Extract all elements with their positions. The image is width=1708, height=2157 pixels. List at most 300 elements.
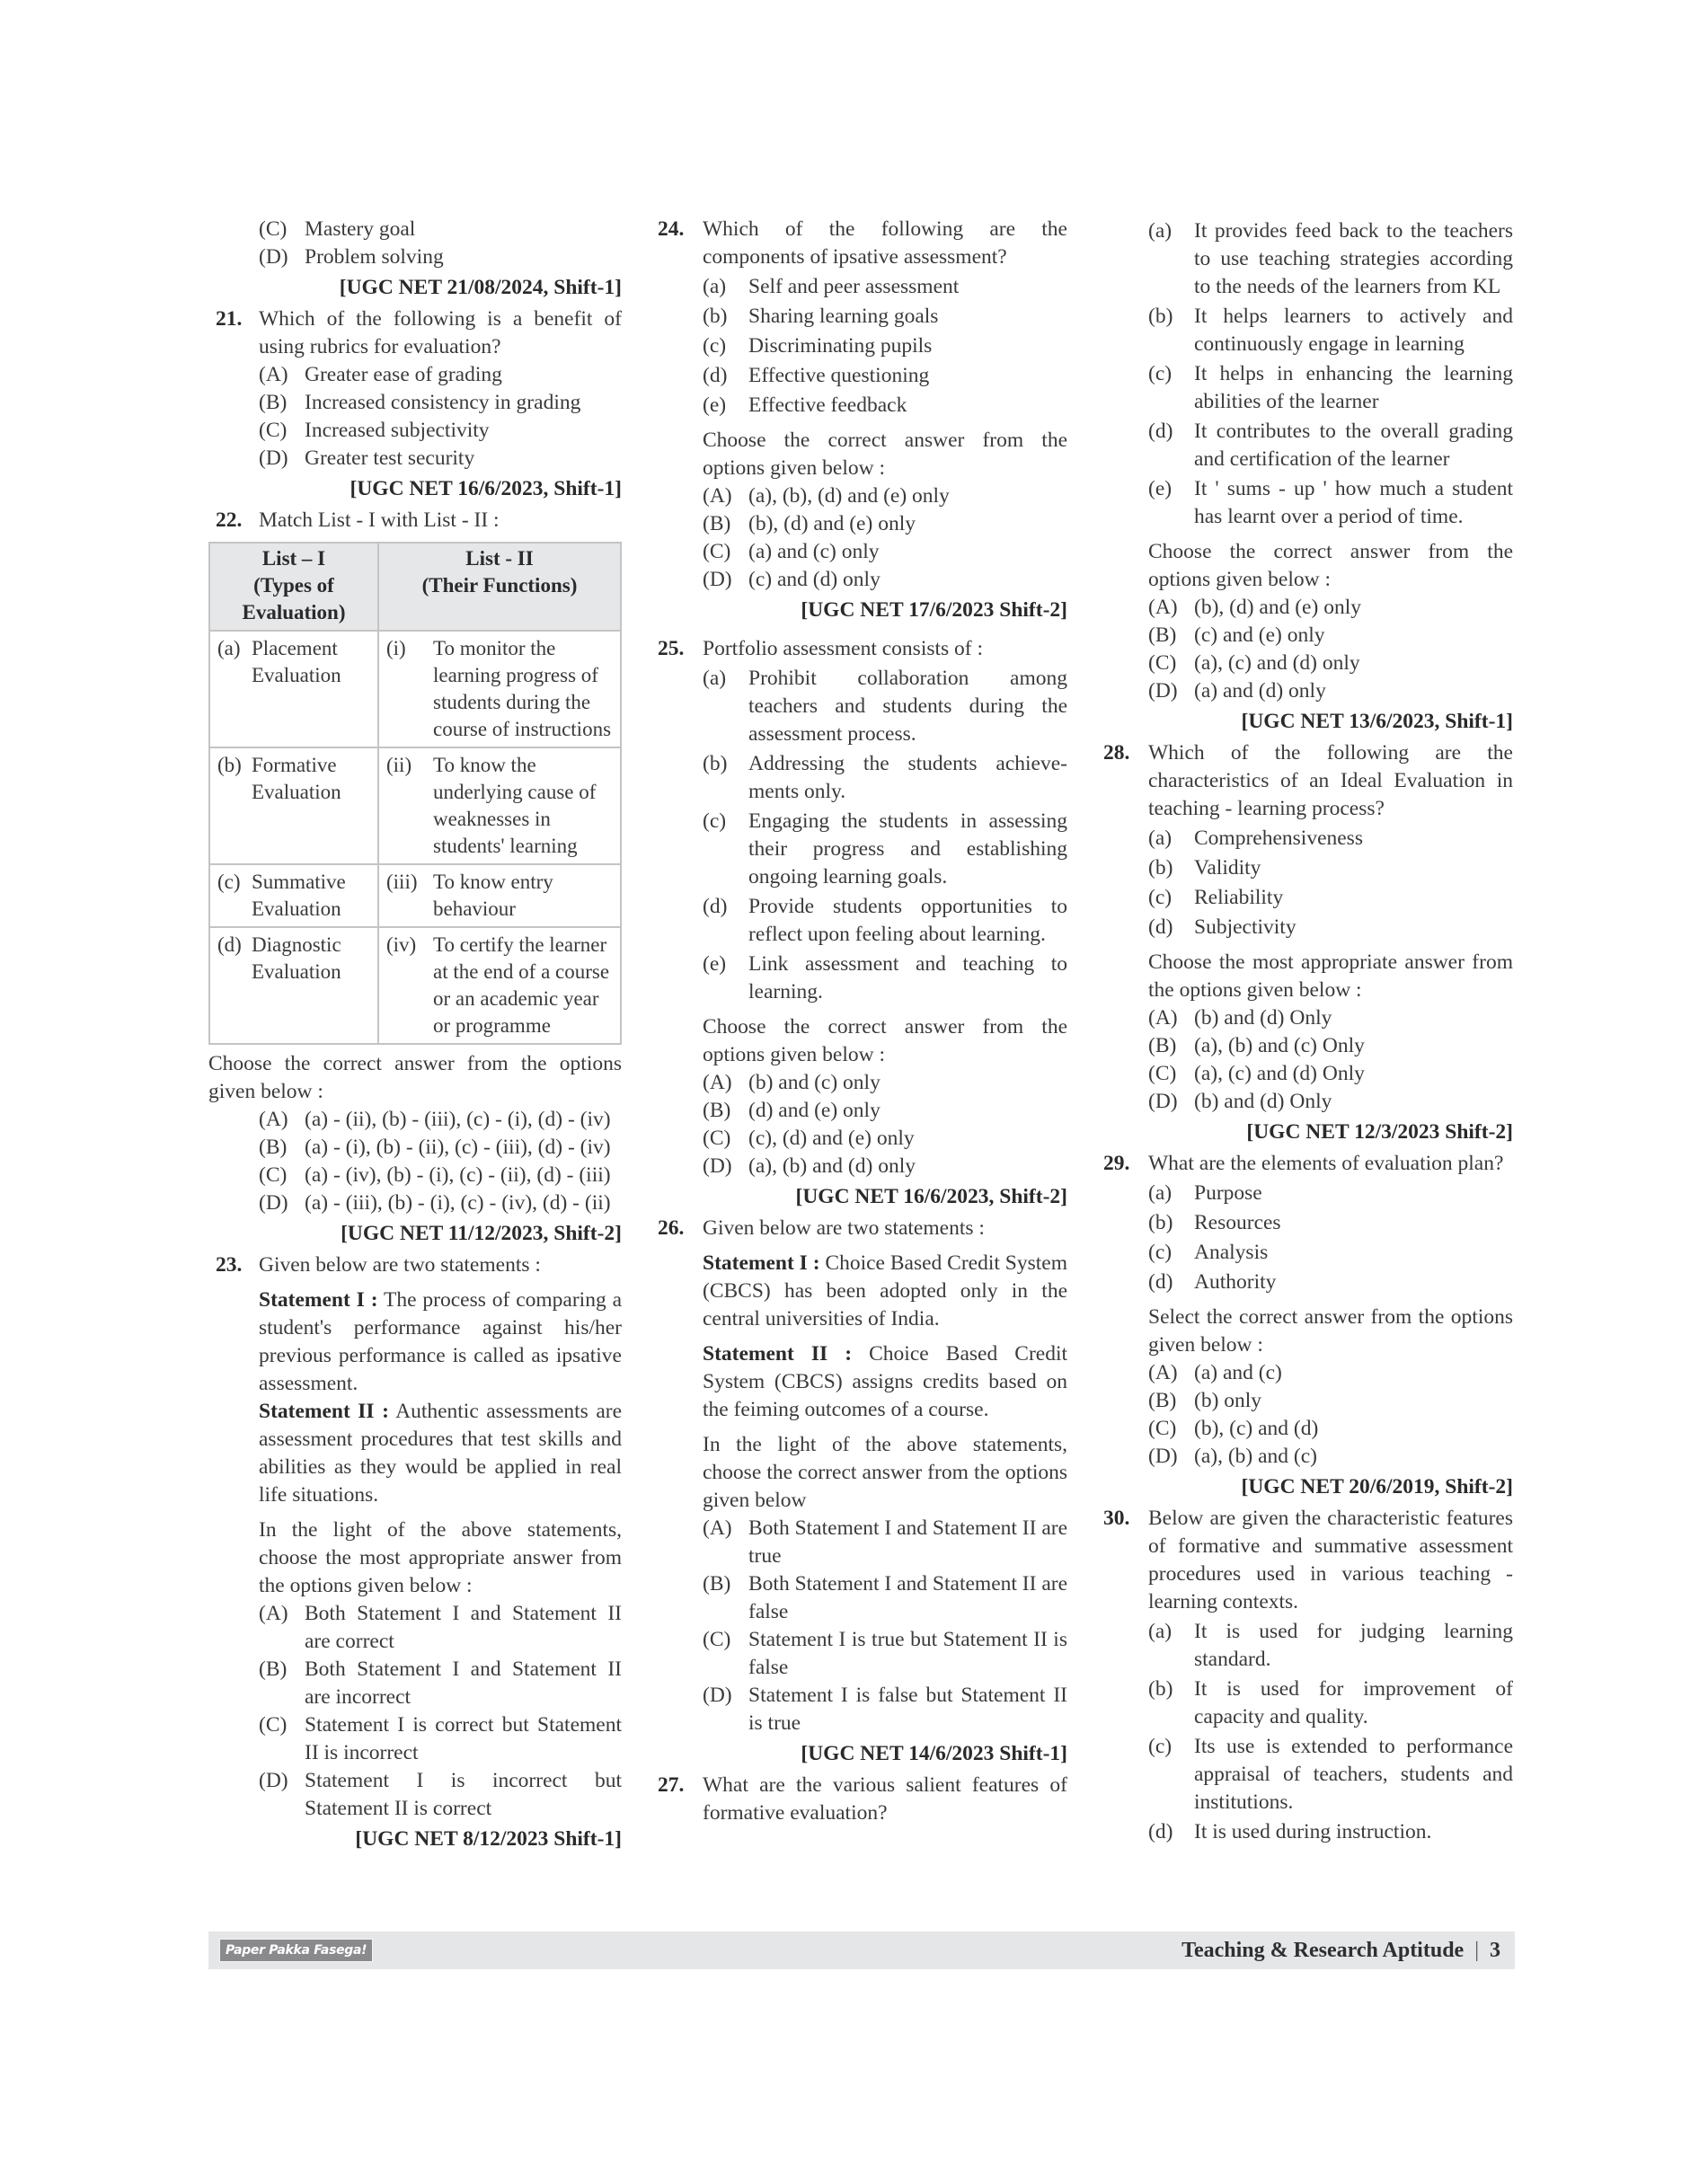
option-text: (c) and (e) only — [1194, 623, 1325, 647]
item-text: Addressing the students achieve-ments only. — [748, 752, 1067, 803]
option-label: (C) — [259, 217, 288, 241]
statement-2 — [703, 1340, 1067, 1424]
question-26 — [658, 1215, 1067, 1737]
option-text: (a), (c) and (d) Only — [1194, 1062, 1365, 1085]
item-text: Placement Evaluation — [252, 637, 341, 686]
item-label: (c) — [703, 334, 727, 358]
option-text: Greater test security — [305, 446, 475, 470]
item-label: (iv) — [386, 933, 417, 956]
option — [703, 1515, 1067, 1570]
option-text: (a), (b) and (c) Only — [1194, 1034, 1365, 1057]
item-text: Prohibit collaboration among teachers and students during the assessment process. — [748, 667, 1067, 746]
item-text: Validity — [1194, 856, 1261, 880]
option — [259, 417, 622, 445]
item-text: To certify the learner at the end of a course or an academic year or programme — [433, 933, 610, 1037]
item — [1148, 1733, 1513, 1817]
statement-label: Statement I : — [259, 1288, 378, 1312]
list-1-cell — [209, 747, 378, 864]
option-label: (C) — [259, 1163, 288, 1187]
option-label: (D) — [1148, 679, 1178, 703]
column-right — [1103, 216, 1513, 1848]
option-label: (B) — [259, 1136, 288, 1159]
option-label: (B) — [703, 1572, 731, 1596]
item-text: It provides feed back to the teachers to use teaching strategies according to the needs of the learners from KL — [1194, 219, 1513, 298]
option-label: (C) — [703, 1628, 731, 1651]
item-text: To monitor the learning progress of students during the course of instructions — [433, 637, 612, 740]
option — [703, 1125, 1067, 1153]
option-label: (C) — [259, 419, 288, 442]
option — [1148, 1359, 1513, 1387]
item — [703, 665, 1067, 748]
option-label: (B) — [1148, 623, 1177, 647]
option — [1148, 1443, 1513, 1471]
item-label: (d) — [1148, 915, 1173, 939]
option-label: (A) — [703, 1071, 732, 1094]
header-line: List - II — [465, 547, 534, 570]
item-text: Sharing learning goals — [748, 305, 939, 328]
table-row — [209, 747, 621, 864]
item — [703, 332, 1067, 360]
item — [1148, 854, 1513, 882]
option-text: (a) and (d) only — [1194, 679, 1326, 703]
option — [703, 1682, 1067, 1737]
option-text: Both Statement I and Statement II are correct — [305, 1602, 622, 1653]
question-25 — [658, 635, 1067, 1180]
option — [703, 510, 1067, 538]
item-text: It contributes to the overall grading and certification of the learner — [1194, 420, 1513, 471]
option-text: Statement I is correct but Statement II is incorrect — [305, 1713, 622, 1764]
statement-1 — [259, 1286, 622, 1398]
option-label: (D) — [259, 446, 288, 470]
item-label: (d) — [217, 933, 242, 956]
item-label: (b) — [1148, 856, 1173, 880]
item-text: To know the underlying cause of weaknesses in students' learning — [433, 754, 597, 857]
item-label: (d) — [1148, 1270, 1173, 1294]
option-text: (b) and (d) Only — [1194, 1090, 1332, 1113]
item — [703, 893, 1067, 949]
statement-text: Authentic assessments are assessment procedures that test skills and abilities as they would be applied in real life situations. — [259, 1400, 623, 1507]
item — [1148, 475, 1513, 531]
option-text: Greater ease of grading — [305, 363, 502, 386]
question-28 — [1103, 739, 1513, 1116]
item-label: (c) — [1148, 1241, 1173, 1264]
question-stem: What are the elements of evaluation plan? — [1148, 1152, 1504, 1175]
item-label: (e) — [703, 393, 727, 417]
item-label: (a) — [1148, 827, 1173, 850]
item-text: Analysis — [1194, 1241, 1269, 1264]
option — [1148, 1060, 1513, 1088]
exam-source: [UGC NET 17/6/2023 Shift-2] — [801, 598, 1067, 622]
table-row — [209, 927, 621, 1044]
item-label: (ii) — [386, 754, 412, 776]
option-label: (B) — [1148, 1034, 1177, 1057]
option — [703, 1097, 1067, 1125]
item — [703, 950, 1067, 1006]
item-label: (b) — [703, 305, 728, 328]
section-title: Teaching & Research Aptitude — [1181, 1939, 1465, 1962]
question-number: 27. — [658, 1773, 685, 1797]
item-label: (a) — [1148, 1181, 1173, 1205]
list-2-cell — [378, 927, 621, 1044]
item-text: Effective feedback — [748, 393, 907, 417]
exam-source: [UGC NET 16/6/2023, Shift-1] — [350, 477, 622, 500]
option-text: (b), (d) and (e) only — [748, 512, 916, 535]
item-text: Engaging the students in assessing their progress and establishing ongoing learning goals. — [748, 809, 1067, 888]
option-label: (C) — [259, 1713, 288, 1737]
option-text: (a), (b) and (d) only — [748, 1154, 916, 1178]
option-label: (D) — [259, 1769, 288, 1792]
instruction: Choose the correct answer from the options given below : — [703, 1015, 1067, 1066]
item-text: Subjectivity — [1194, 915, 1296, 939]
item — [1148, 1239, 1513, 1267]
statement-label: Statement II : — [259, 1400, 389, 1423]
option-text: Increased subjectivity — [305, 419, 490, 442]
question-21 — [208, 305, 622, 473]
option-label: (C) — [703, 1127, 731, 1150]
statement-text: Choice Based Credit System (CBCS) has been adopted only in the central universities of India. — [703, 1251, 1068, 1330]
instruction: In the light of the above statements, choose the most appropriate answer from the options given below : — [259, 1518, 622, 1597]
question-number: 24. — [658, 217, 685, 241]
option-label: (D) — [259, 245, 288, 269]
table-row — [209, 631, 621, 747]
question-number: 28. — [1103, 741, 1130, 765]
instruction: Choose the correct answer from the options given below : — [703, 429, 1067, 480]
item-text: It ' sums - up ' how much a student has learnt over a period of time. — [1194, 477, 1513, 528]
page-number: 3 — [1490, 1939, 1500, 1962]
option — [1148, 1088, 1513, 1116]
option-label: (D) — [703, 1154, 732, 1178]
item-text: Effective questioning — [748, 364, 930, 387]
item-text: It is used for improvement of capacity and quality. — [1194, 1677, 1513, 1728]
option — [259, 216, 622, 243]
option — [1148, 650, 1513, 677]
option-label: (D) — [703, 568, 732, 591]
option — [703, 1626, 1067, 1682]
match-table-header — [209, 543, 621, 631]
question-20-tail — [208, 216, 622, 271]
item-label: (d) — [1148, 420, 1173, 443]
option-text: (a) - (iii), (b) - (i), (c) - (iv), (d) - (ii) — [305, 1191, 611, 1215]
option-text: (b), (d) and (e) only — [1194, 596, 1361, 619]
option-text: Statement I is false but Statement II is true — [748, 1684, 1067, 1735]
item-text: Formative Evaluation — [252, 754, 341, 803]
option-label: (B) — [259, 1658, 288, 1681]
item-text: It is used during instruction. — [1194, 1820, 1432, 1843]
item-text: It is used for judging learning standard. — [1194, 1620, 1513, 1671]
item — [1148, 825, 1513, 853]
option-label: (A) — [259, 1602, 288, 1625]
exam-source: [UGC NET 13/6/2023, Shift-1] — [1241, 710, 1513, 733]
list-2-cell — [378, 747, 621, 864]
item — [1148, 303, 1513, 358]
question-27-continued — [1103, 217, 1513, 705]
question-23 — [208, 1251, 622, 1823]
item-label: (c) — [1148, 362, 1173, 385]
item-label: (d) — [703, 364, 728, 387]
option — [259, 1600, 622, 1656]
item-text: Its use is extended to performance appraisal of teachers, students and institutions. — [1194, 1735, 1513, 1814]
question-27 — [658, 1772, 1067, 1827]
question-number: 30. — [1103, 1507, 1130, 1530]
option-label: (C) — [1148, 1417, 1177, 1440]
option-text: Both Statement I and Statement II are true — [748, 1516, 1068, 1568]
item-label: (b) — [703, 752, 728, 775]
question-stem: Given below are two statements : — [259, 1253, 541, 1277]
item-label: (c) — [703, 809, 727, 833]
question-24 — [658, 216, 1067, 594]
option-label: (D) — [1148, 1445, 1178, 1468]
statement-label: Statement II : — [703, 1342, 853, 1366]
item-label: (a) — [1148, 1620, 1173, 1643]
option — [259, 1189, 622, 1217]
list-2-cell — [378, 631, 621, 747]
item-text: Discriminating pupils — [748, 334, 933, 358]
statement-2 — [259, 1398, 622, 1509]
option-label: (A) — [259, 363, 288, 386]
option-text: Problem solving — [305, 245, 444, 269]
option-label: (A) — [1148, 1006, 1178, 1030]
item — [703, 392, 1067, 420]
option-label: (A) — [703, 484, 732, 508]
option — [1148, 1004, 1513, 1032]
option-label: (B) — [259, 391, 288, 414]
header-line: Evaluation) — [242, 601, 346, 623]
option-label: (C) — [1148, 651, 1177, 675]
item — [703, 362, 1067, 390]
option — [703, 1153, 1067, 1180]
option-text: (b), (c) and (d) — [1194, 1417, 1319, 1440]
option — [259, 1656, 622, 1711]
option-text: (a), (b) and (c) — [1194, 1445, 1317, 1468]
exam-source: [UGC NET 20/6/2019, Shift-2] — [1241, 1475, 1513, 1498]
item — [1148, 1209, 1513, 1237]
option-text: Both Statement I and Statement II are false — [748, 1572, 1068, 1623]
exam-source: [UGC NET 11/12/2023, Shift-2] — [341, 1222, 622, 1245]
header-line: (Types of — [253, 574, 334, 597]
item — [703, 273, 1067, 301]
item-text: Diagnostic Evaluation — [252, 933, 341, 983]
item-text: Authority — [1194, 1270, 1277, 1294]
list-1-cell — [209, 631, 378, 747]
item-text: Resources — [1194, 1211, 1281, 1234]
option-label: (C) — [1148, 1062, 1177, 1085]
instruction: Choose the correct answer from the options given below : — [208, 1052, 622, 1103]
question-number: 26. — [658, 1216, 685, 1240]
item-label: (a) — [703, 275, 727, 298]
item — [1148, 1675, 1513, 1731]
question-number: 21. — [216, 307, 243, 331]
item-label: (b) — [1148, 1211, 1173, 1234]
list-2-cell — [378, 864, 621, 927]
header-list-1 — [209, 543, 378, 631]
item-label: (d) — [1148, 1820, 1173, 1843]
option — [703, 1069, 1067, 1097]
statement-text: The process of comparing a student's performance against his/her previous performance is called as ipsative assessment. — [259, 1288, 622, 1395]
option — [1148, 1387, 1513, 1415]
option — [703, 482, 1067, 510]
item-text: Comprehensiveness — [1194, 827, 1363, 850]
option-text: (b) and (d) Only — [1194, 1006, 1332, 1030]
option-label: (B) — [1148, 1389, 1177, 1412]
question-stem: Match List - I with List - II : — [259, 508, 500, 532]
item-text: To know entry behaviour — [433, 871, 553, 920]
question-stem: Portfolio assessment consists of : — [703, 637, 984, 660]
option-text: (a) - (i), (b) - (ii), (c) - (iii), (d) - (iv) — [305, 1136, 611, 1159]
question-stem: Which of the following are the characteristics of an Ideal Evaluation in teaching - learning process? — [1148, 741, 1513, 820]
option-text: (d) and (e) only — [748, 1099, 881, 1122]
list-1-cell — [209, 864, 378, 927]
option — [1148, 677, 1513, 705]
item-label: (c) — [217, 871, 241, 893]
option-label: (B) — [703, 512, 731, 535]
item — [703, 303, 1067, 331]
item-label: (i) — [386, 637, 406, 659]
instruction: Choose the correct answer from the options given below : — [1148, 540, 1513, 591]
item-text: It helps in enhancing the learning abilities of the learner — [1194, 362, 1513, 413]
instruction: Choose the most appropriate answer from the options given below : — [1148, 950, 1513, 1002]
question-stem: Below are given the characteristic features of formative and summative assessment procedures used in various teaching - learning contexts. — [1148, 1507, 1513, 1613]
item-label: (d) — [703, 895, 728, 918]
brand-logo: Paper Pakka Fasega! — [219, 1939, 373, 1962]
option — [1148, 594, 1513, 622]
option — [703, 566, 1067, 594]
item-label: (e) — [703, 952, 727, 976]
option-label: (D) — [1148, 1090, 1178, 1113]
item-label: (iii) — [386, 871, 418, 893]
separator: | — [1474, 1939, 1479, 1962]
option — [259, 243, 622, 271]
exam-source: [UGC NET 21/08/2024, Shift-1] — [339, 276, 622, 299]
option-label: (A) — [1148, 1361, 1178, 1384]
exam-source: [UGC NET 16/6/2023, Shift-2] — [795, 1185, 1067, 1208]
item-text: Provide students opportunities to reflect upon feeling about learning. — [748, 895, 1067, 946]
question-stem: Which of the following are the components of ipsative assessment? — [703, 217, 1067, 269]
header-list-2 — [378, 543, 621, 631]
question-number: 29. — [1103, 1152, 1130, 1175]
item-text: Reliability — [1194, 886, 1284, 909]
statement-text: Choice Based Credit System (CBCS) assigns credits based on the feiming outcomes of a course. — [703, 1342, 1068, 1421]
option — [259, 1106, 622, 1134]
question-stem: Which of the following is a benefit of using rubrics for evaluation? — [259, 307, 622, 358]
item-label: (a) — [703, 667, 727, 690]
option-label: (B) — [703, 1099, 731, 1122]
question-number: 22. — [216, 508, 243, 532]
option-text: Both Statement I and Statement II are incorrect — [305, 1658, 622, 1709]
item-label: (b) — [1148, 1677, 1173, 1701]
item — [703, 808, 1067, 891]
option — [259, 389, 622, 417]
option — [259, 1134, 622, 1162]
question-22 — [208, 507, 622, 535]
option-label: (D) — [703, 1684, 732, 1707]
option — [1148, 1415, 1513, 1443]
option-text: (c) and (d) only — [748, 568, 881, 591]
exam-source: [UGC NET 14/6/2023 Shift-1] — [801, 1742, 1067, 1765]
item — [1148, 418, 1513, 473]
item — [1148, 884, 1513, 912]
option-label: (A) — [259, 1108, 288, 1131]
column-middle — [658, 216, 1067, 1827]
option-text: (b) and (c) only — [748, 1071, 881, 1094]
option — [703, 538, 1067, 566]
question-29 — [1103, 1150, 1513, 1471]
item-label: (b) — [1148, 305, 1173, 328]
item — [1148, 1269, 1513, 1296]
option — [259, 445, 622, 473]
option-text: (c), (d) and (e) only — [748, 1127, 915, 1150]
item-text: Purpose — [1194, 1181, 1262, 1205]
option — [1148, 622, 1513, 650]
header-line: (Their Functions) — [421, 574, 578, 597]
item-label: (e) — [1148, 477, 1173, 500]
header-line: List – I — [261, 547, 326, 570]
statement-1 — [703, 1250, 1067, 1333]
option-text: Increased consistency in grading — [305, 391, 581, 414]
option-text: Statement I is incorrect but Statement II is correct — [305, 1769, 622, 1820]
table-row — [209, 864, 621, 927]
option-label: (A) — [703, 1516, 732, 1540]
item-text: Summative Evaluation — [252, 871, 346, 920]
item — [1148, 217, 1513, 301]
running-footer — [1181, 1932, 1500, 1969]
item — [1148, 1180, 1513, 1207]
option — [259, 1767, 622, 1823]
item-text: Link assessment and teaching to learning. — [748, 952, 1067, 1003]
item-label: (a) — [1148, 219, 1173, 243]
option-text: Statement I is true but Statement II is false — [748, 1628, 1067, 1679]
item-text: It helps learners to actively and continuously engage in learning — [1194, 305, 1513, 356]
match-table — [208, 542, 622, 1045]
item — [1148, 360, 1513, 416]
answer-options — [208, 1106, 622, 1217]
question-number: 25. — [658, 637, 685, 660]
option — [259, 1711, 622, 1767]
option-text: (a), (b), (d) and (e) only — [748, 484, 950, 508]
option-text: (b) only — [1194, 1389, 1262, 1412]
option-text: (a) - (ii), (b) - (iii), (c) - (i), (d) - (iv) — [305, 1108, 611, 1131]
option-text: Mastery goal — [305, 217, 416, 241]
option-label: (A) — [1148, 596, 1178, 619]
instruction: Select the correct answer from the options given below : — [1148, 1305, 1513, 1357]
option — [259, 361, 622, 389]
list-1-cell — [209, 927, 378, 1044]
item — [703, 750, 1067, 806]
item-label: (b) — [217, 754, 242, 776]
option-text: (a), (c) and (d) only — [1194, 651, 1360, 675]
exam-source: [UGC NET 8/12/2023 Shift-1] — [355, 1827, 622, 1851]
option-text: (a) - (iv), (b) - (i), (c) - (ii), (d) - (iii) — [305, 1163, 611, 1187]
statement-label: Statement I : — [703, 1251, 820, 1275]
option — [1148, 1032, 1513, 1060]
column-left — [208, 216, 622, 1857]
question-30 — [1103, 1505, 1513, 1846]
option-text: (a) and (c) only — [748, 540, 880, 563]
question-stem: What are the various salient features of formative evaluation? — [703, 1773, 1067, 1825]
item — [1148, 914, 1513, 941]
page-footer — [208, 1932, 1515, 1969]
item — [1148, 1818, 1513, 1846]
option-text: (a) and (c) — [1194, 1361, 1282, 1384]
exam-source: [UGC NET 12/3/2023 Shift-2] — [1246, 1120, 1513, 1144]
option — [703, 1570, 1067, 1626]
question-stem: Given below are two statements : — [703, 1216, 985, 1240]
item-text: Self and peer assessment — [748, 275, 960, 298]
item — [1148, 1618, 1513, 1674]
option-label: (C) — [703, 540, 731, 563]
option-label: (D) — [259, 1191, 288, 1215]
option — [259, 1162, 622, 1189]
item-label: (c) — [1148, 1735, 1173, 1758]
